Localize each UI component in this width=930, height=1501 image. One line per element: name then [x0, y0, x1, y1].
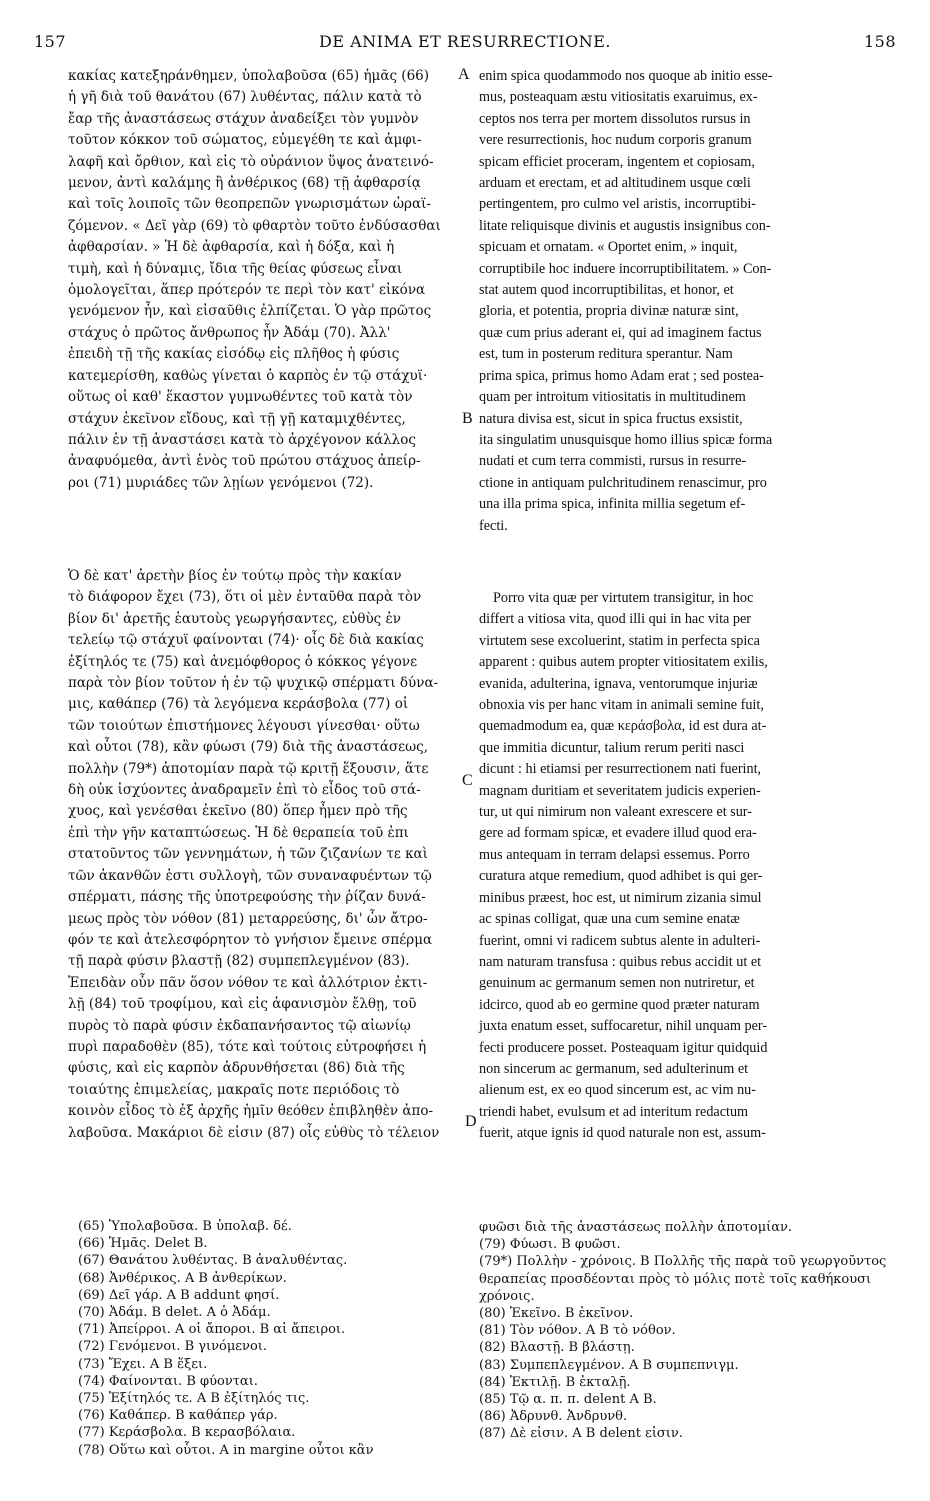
footnote: (80) Ἐκεῖνο. B ἐκεῖνον. — [479, 1306, 634, 1322]
footnote: (75) Ἐξίτηλός τε. A B ἐξίτηλός τις. — [78, 1391, 310, 1407]
greek-paragraph-2: Ὁ δὲ κατ' ἀρετὴν βίος ἐν τούτῳ πρὸς τὴν κακίαν τὸ διάφορον ἔχει (73), ὅτι οἱ μὲν ἐνταῦθα παρὰ τὸν βίον δι' ἀρετῆς ἑαυτοὺς γεωργήσαντες, εὐθὺς ἐν τελείῳ τῷ στάχυϊ φαίνονται (74)· οἷς δὲ διὰ κακίας ἐξίτηλός τε (75) καὶ ἀνεμόφθορος ὁ κόκκος γέγονε παρὰ τὸν βίον τοῦτον ἡ ἐν τῷ ψυχικῷ σπέρματι δύνα- μις, καθάπερ (76) τὰ λεγόμενα κεράσβολα (77) οἱ τῶν τοιούτων ἐπιστήμονες λέγουσι γίνεσθαι· οὕτω καὶ οὗτοι (78), κἂν φύωσι (79) διὰ τῆς ἀναστάσεως, πολλὴν (79*) ἀποτομίαν παρὰ τῷ κριτῇ ἕξουσιν, ἅτε δὴ οὐκ ἰσχύοντες ἀναδραμεῖν ἐπὶ τὸ εἶδος τοῦ στά- χυος, καὶ γενέσθαι ἐκεῖνο (80) ὅπερ ἦμεν πρὸ τῆς ἐπὶ τὴν γῆν καταπτώσεως. Ἡ δὲ θεραπεία τοῦ ἐπι στατοῦντος τῶν γεννημάτων, ἡ τῶν ζιζανίων τε καὶ τῶν ἀκανθῶν ἐστι συλλογὴ, τῶν συναναφυέντων τῷ σπέρματι, πάσης τῆς ὑποτρεφούσης τὴν ῥίζαν δυνά- μεως πρὸς τὸν νόθον (81) μεταρρεύσης, δι' ὧν ἄτρο- φόν τε καὶ ἀτελεσφόρητον τὸ γνήσιον ἔμεινε σπέρμα τῇ παρὰ φύσιν βλαστῇ (82) συμπεπλεγμένον (83). Ἐπειδὰν οὖν πᾶν ὅσον νόθον τε καὶ ἀλλότριον ἐκτι- λῇ (84) τοῦ τροφίμου, καὶ εἰς ἀφανισμὸν ἔλθῃ, τοῦ πυρὸς τὸ παρὰ φύσιν ἐκδαπανήσαντος τῷ αἰωνίῳ πυρὶ παραδοθὲν (85), τότε καὶ τούτοις εὐτροφήσει ἡ φύσις, καὶ εἰς καρπὸν ἀδρυνθήσεται (86) διὰ τῆς τοιαύτης ἐπιμελείας, μακραῖς ποτε περιόδοις τὸ κοινὸν εἶδος τὸ ἐξ ἀρχῆς ἡμῖν θεόθεν ἐπιβληθὲν ἀπο- λαβοῦσα. Μακάριοι δὲ εἰσιν (87) οἷς εὐθὺς τὸ τέλειον — [68, 568, 440, 1141]
footnote: (79*) Πολλὴν - χρόνοις. B Πολλῆς τῆς παρὰ τοῦ γεωργοῦντος θεραπείας προσδέονται πρὸς τὸ μόλις ποτὲ τοῖς καθήκουσι χρόνοις. — [479, 1254, 887, 1304]
footnote: (87) Δὲ εἰσιν. A B delent εἰσιν. — [479, 1426, 683, 1442]
footnote: (66) Ἡμᾶς. Delet B. — [78, 1236, 208, 1252]
footnote: (69) Δεῖ γάρ. A B addunt φησί. — [78, 1287, 280, 1303]
footnote: (71) Ἀπείρροι. A οἱ ἄποροι. B αἱ ἄπειροι. — [78, 1322, 346, 1338]
page-number-right: 158 — [863, 32, 896, 51]
footnotes-right — [479, 1219, 889, 1443]
footnote: (67) Θανάτου λυθέντας. B ἀναλυθέντας. — [78, 1253, 348, 1269]
greek-paragraph-1: κακίας κατεξηράνθημεν, ὑπολαβοῦσα (65) ἡμᾶς (66) ἡ γῆ διὰ τοῦ θανάτου (67) λυθέντας, πάλιν κατὰ τὸ ἔαρ τῆς ἀναστάσεως στάχυν ἀναδείξει τὸν γυμνὸν τοῦτον κόκκον τοῦ σώματος, εὐμεγέθη τε καὶ ἀμφι- λαφῆ καὶ ὄρθιον, καὶ εἰς τὸ οὐράνιον ὕψος ἀνατεινό- μενον, ἀντὶ καλάμης ἢ ἀνθέρικος (68) τῇ ἀφθαρσίᾳ καὶ τοῖς λοιποῖς τῶν θεοπρεπῶν γνωρισμάτων ὡραϊ- ζόμενον. « Δεῖ γὰρ (69) τὸ φθαρτὸν τοῦτο ἐνδύσασθαι ἀφθαρσίαν. » Ἡ δὲ ἀφθαρσία, καὶ ἡ δόξα, καὶ ἡ τιμὴ, καὶ ἡ δύναμις, ἴδια τῆς θείας φύσεως εἶναι ὁμολογεῖται, ἅπερ πρότερόν τε περὶ τὸν κατ' εἰκόνα γενόμενον ἦν, καὶ εἰσαῦθις ἐλπίζεται. Ὁ γὰρ πρῶτος στάχυς ὁ πρῶτος ἄνθρωπος ἦν Ἀδάμ (70). Ἀλλ' ἐπειδὴ τῇ τῆς κακίας εἰσόδῳ εἰς πλῆθος ἡ φύσις κατεμερίσθη, καθὼς γίνεται ὁ καρπὸς ἐν τῷ στάχυϊ· οὕτως οἱ καθ' ἕκαστον γυμνωθέντες τοῦ κατὰ τὸν στάχυν ἐκεῖνον εἴδους, καὶ τῇ γῇ καταμιχθέντες, πάλιν ἐν τῇ ἀναστάσει κατὰ τὸ ἀρχέγονον κάλλος ἀναφυόμεθα, ἀντὶ ἑνὸς τοῦ πρώτου στάχυος ἀπείρ- ροι (71) μυριάδες τῶν λῃίων γενόμενοι (72). — [68, 68, 441, 491]
footnote: (79) Φύωσι. B φυῶσι. — [479, 1237, 621, 1253]
footnote: (81) Τὸν νόθον. A B τὸ νόθον. — [479, 1323, 676, 1339]
footnote: (77) Κεράσβολα. B κερασβόλαια. — [78, 1425, 296, 1441]
footnote: (72) Γενόμενοι. B γινόμενοι. — [78, 1339, 268, 1355]
footnote: (85) Τῷ α. π. π. delent A B. — [479, 1392, 657, 1408]
footnote: (68) Ἀνθέρικος. A B ἀνθερίκων. — [78, 1270, 287, 1286]
footnote: (83) Συμπεπλεγμένον. A B συμπεπνιγμ. — [479, 1357, 739, 1373]
footnote: (73) Ἔχει. A B ἕξει. — [78, 1356, 208, 1372]
footnote: (86) Ἀδρυνθ. Ἀνδρυνθ. — [479, 1409, 628, 1425]
footnote: (76) Καθάπερ. B καθάπερ γάρ. — [78, 1408, 278, 1424]
margin-mark-c: C — [462, 772, 473, 789]
running-header — [34, 32, 896, 58]
running-title: DE ANIMA ET RESURRECTIONE. — [319, 32, 611, 51]
footnote: (84) Ἐκτιλῇ. B ἐκταλῇ. — [479, 1374, 631, 1390]
footnotes-left — [78, 1218, 468, 1459]
page-number-left: 157 — [34, 32, 67, 51]
footnote: (70) Ἀδάμ. B delet. A ὁ Ἀδάμ. — [78, 1305, 271, 1321]
latin-paragraph-1: enim spica quodammodo nos quoque ab initio esse- mus, posteaquam æstu vitiositatis exaruimus, ex- ceptos nos terra per mortem dissolutos rursus in vere resurrectionis, hoc nudum corporis granum spicam efficiet proceram, ingentem et copiosam, arduam et erectam, et ad altitudinem usque cœli pertingentem, pro culmo vel aristis, incorruptibi- litate reliquisque divinis et augustis insignibus con- spicuam et ornatam. « Oportet enim, » inquit, corruptibile hoc induere incorruptibilitatem. » Con- stat autem quod incorruptibilitas, et honor, et gloria, et potentia, propria divinæ naturæ sint, quæ cum prius aderant ei, qui ad imaginem factus est, tum in posterum reditura sperantur. Nam prima spica, primus homo Adam erat ; sed postea- quam per introitum vitiositatis in multitudinem natura divisa est, sicut in spica fructus exsistit, ita singulatim unusquisque homo illius spicæ forma nudati et cum terra commisti, rursus in resurre- ctione in antiquam pulchritudinem renascimur, pro una illa prima spica, infinita millia segetum ef- fecti. — [479, 68, 773, 534]
margin-mark-b: B — [462, 410, 473, 427]
footnote: φυῶσι διὰ τῆς ἀναστάσεως πολλὴν ἀποτομίαν. — [479, 1220, 793, 1235]
footnote: (74) Φαίνονται. B φύονται. — [78, 1373, 258, 1389]
margin-mark-a: A — [458, 66, 470, 83]
latin-paragraph-2: Porro vita quæ per virtutem transigitur, in hoc differt a vitiosa vita, quod illi qui in hac vita per virtutem sese excoluerint, statim in perfecta spica apparent : quibus autem propter vitiositatem exilis, evanida, adulterina, ignava, ventorumque injuriæ obnoxia vis per hanc vitam in animali semine fuit, quemadmodum ea, quæ κεράσβολα, id est dura at- que immitia dicuntur, talium rerum periti nasci dicunt : hi etiamsi per resurrectionem nati fuerint, magnam duritiam et severitatem judicis experien- tur, ut qui nimirum non valeant exrescere et sur- gere ad formam spicæ, et evadere illud quod era- mus antequam in terram delapsi essemus. Porro curatura atque remedium, quod adhibet is qui ger- minibus præest, hoc est, ut nimirum zizania simul ac spinas colligat, quæ una cum semine enatæ fuerint, omni vi radicem subtus alente in adulteri- nam naturam transfusa : quibus rebus accidit ut et genuinum ac germanum semen non nutriretur, et idcirco, quod ab eo germine quod præter naturam juxta enatum esset, suffocaretur, nihil unquam per- fecti producere posset. Posteaquam igitur quidquid non sincerum ac germanum, sed adulterinum et alienum est, ex eo quod sincerum est, ac vim nu- triendi habet, evulsum et ad interitum redactum fuerit, atque ignis id quod naturale non est, assum- — [479, 590, 768, 1142]
footnote: (78) Οὕτω καὶ οὗτοι. A in margine οὗτοι κἂν — [78, 1442, 374, 1458]
margin-mark-d: D — [465, 1113, 477, 1130]
footnote: (65) Ὑπολαβοῦσα. B ὑπολαβ. δέ. — [78, 1219, 292, 1234]
footnote: (82) Βλαστῇ. B βλάστῃ. — [479, 1340, 635, 1356]
